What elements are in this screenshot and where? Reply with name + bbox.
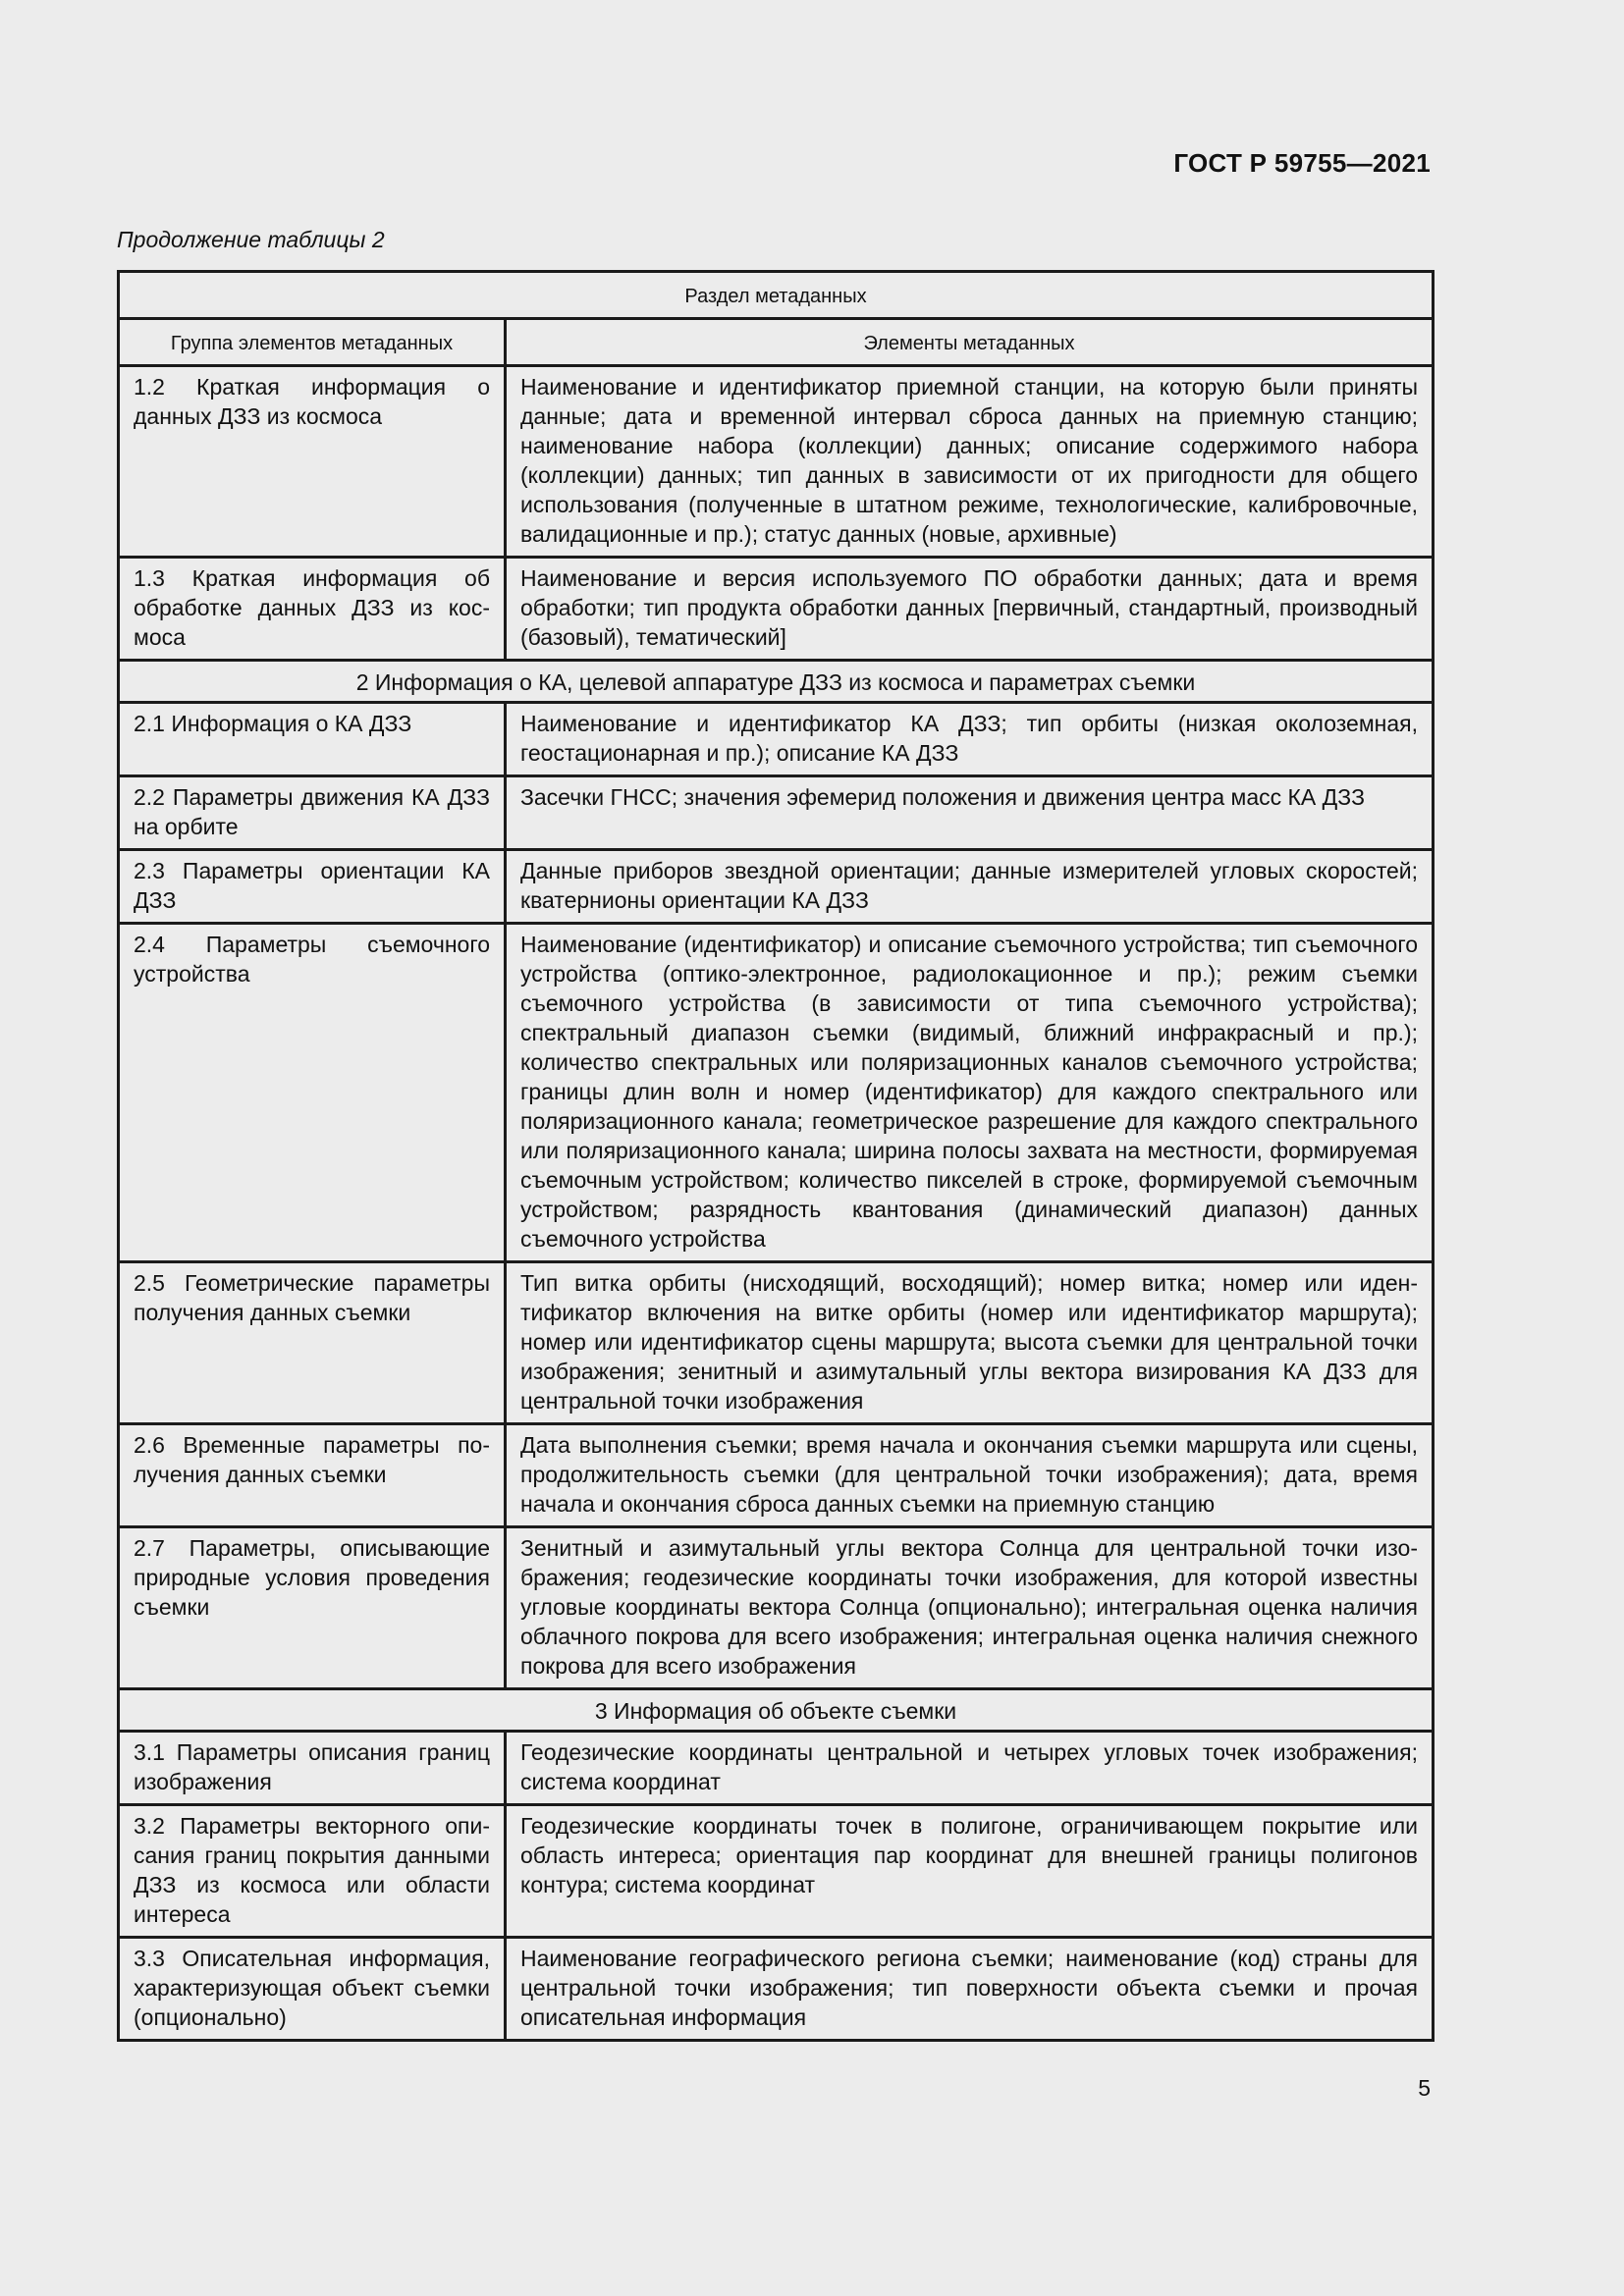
elements-cell: Засечки ГНСС; значения эфемерид положения и движения центра масс КА ДЗЗ	[506, 776, 1434, 850]
section-row	[119, 661, 1434, 703]
table-row	[119, 1938, 1434, 2041]
group-cell: 3.2 Параметры векторного описания границ покрытия данными ДЗЗ из космоса или области интереса	[119, 1805, 506, 1938]
group-cell: 2.7 Параметры, описывающие природные условия проведения съемки	[119, 1527, 506, 1689]
group-cell: 2.2 Параметры движения КА ДЗЗ на орбите	[119, 776, 506, 850]
section-title-cell: 3 Информация об объекте съемки	[119, 1689, 1434, 1732]
metadata-table	[117, 270, 1435, 2042]
elements-cell: Наименование и идентификатор КА ДЗЗ; тип орбиты (низкая околоземная, геостационарная и пр.); описание КА ДЗЗ	[506, 703, 1434, 776]
group-cell: 2.5 Геометрические параметры получения данных съемки	[119, 1262, 506, 1424]
section-header-cell: Раздел метаданных	[119, 272, 1434, 319]
group-cell: 2.1 Информация о КА ДЗЗ	[119, 703, 506, 776]
group-cell: 1.3 Краткая информация об обработке данных ДЗЗ из космоса	[119, 558, 506, 661]
group-cell: 1.2 Краткая информация о данных ДЗЗ из космоса	[119, 366, 506, 558]
table-row	[119, 776, 1434, 850]
table-row	[119, 1424, 1434, 1527]
section-title-cell: 2 Информация о КА, целевой аппаратуре ДЗЗ из космоса и параметрах съемки	[119, 661, 1434, 703]
elements-cell: Дата выполнения съемки; время начала и окончания съемки маршрута или сцены, продолжительность съемки (для центральной точки изображения); дата, время начала и окончания сброса данных съемки на приемную станцию	[506, 1424, 1434, 1527]
group-cell: 3.3 Описательная информация, характеризующая объект съемки (опционально)	[119, 1938, 506, 2041]
elements-cell: Наименование и идентификатор приемной станции, на которую были приняты данные; дата и временной интервал сброса данных на приемную станцию; наименование набора (коллекции) данных; описание содержимого набора (коллекции) данных; тип данных в зависимости от их пригодности для общего использования (полученные в штатном режиме, технологические, калибровочные, валидационные и пр.); статус данных (новые, архивные)	[506, 366, 1434, 558]
table-section-header-row	[119, 272, 1434, 319]
elements-cell: Наименование и версия используемого ПО обработки данных; дата и время обработки; тип продукта обработки данных [первичный, стандартный, производный (базовый), тематический]	[506, 558, 1434, 661]
elements-cell: Геодезические координаты точек в полигоне, ограничивающем покрытие или область интереса; ориентация пар координат для внешней границы полигонов контура; система координат	[506, 1805, 1434, 1938]
table-row	[119, 1527, 1434, 1689]
group-cell: 2.3 Параметры ориентации КА ДЗЗ	[119, 850, 506, 924]
group-cell: 2.6 Временные параметры получения данных съемки	[119, 1424, 506, 1527]
page-number: 5	[1418, 2075, 1431, 2101]
elements-cell: Тип витка орбиты (нисходящий, восходящий); номер витка; номер или идентификатор включения на витке орбиты (номер или идентификатор маршрута); номер или идентификатор сцены маршрута; высота съемки для центральной точки изображения; зенитный и азимутальный углы вектора визирования КА ДЗЗ для центральной точки изображения	[506, 1262, 1434, 1424]
elements-cell: Наименование (идентификатор) и описание съемочного устройства; тип съемочного устройства (оптико-электронное, радиолокационное и пр.); режим съемки съемочного устройства (в зависимости от типа съемочного устройства); спектральный диапазон съемки (видимый, ближний инфракрасный и пр.); количество спектральных или поляризационных каналов съемочного устройства; границы длин волн и номер (идентификатор) для каждого спектрального или поляризационного канала; геометрическое разрешение для каждого спектрального или поляризационного канала; ширина полосы захвата на местности, формируемая съемочным устройством; количество пикселей в строке, формируемой съемочным устройством; разрядность квантования (динамический диапазон) данных съемочного устройства	[506, 924, 1434, 1262]
section-row	[119, 1689, 1434, 1732]
elements-cell: Наименование географического региона съемки; наименование (код) страны для центральной точки изображения; тип поверхности объекта съемки и прочая описательная информация	[506, 1938, 1434, 2041]
document-code: ГОСТ Р 59755—2021	[1173, 148, 1431, 178]
group-cell: 2.4 Параметры съемочного устройства	[119, 924, 506, 1262]
column-header-elements: Элементы метаданных	[506, 319, 1434, 366]
elements-cell: Зенитный и азимутальный углы вектора Солнца для центральной точки изображения; геодезические координаты точки изображения, для которой известны угловые координаты вектора Солнца (опционально); интегральная оценка наличия облачного покрова для всего изображения; интегральная оценка наличия снежного покрова для всего изображения	[506, 1527, 1434, 1689]
group-cell: 3.1 Параметры описания границ изображения	[119, 1732, 506, 1805]
table-row	[119, 850, 1434, 924]
table-row	[119, 1732, 1434, 1805]
elements-cell: Данные приборов звездной ориентации; данные измерителей угловых скоростей; кватернионы ориентации КА ДЗЗ	[506, 850, 1434, 924]
table-row	[119, 703, 1434, 776]
table-row	[119, 558, 1434, 661]
table-row	[119, 1262, 1434, 1424]
column-header-group: Группа элементов метаданных	[119, 319, 506, 366]
table-column-header-row	[119, 319, 1434, 366]
table-row	[119, 366, 1434, 558]
table-row	[119, 1805, 1434, 1938]
table-caption: Продолжение таблицы 2	[117, 227, 385, 252]
table-row	[119, 924, 1434, 1262]
elements-cell: Геодезические координаты центральной и четырех угловых точек изображения; система координат	[506, 1732, 1434, 1805]
